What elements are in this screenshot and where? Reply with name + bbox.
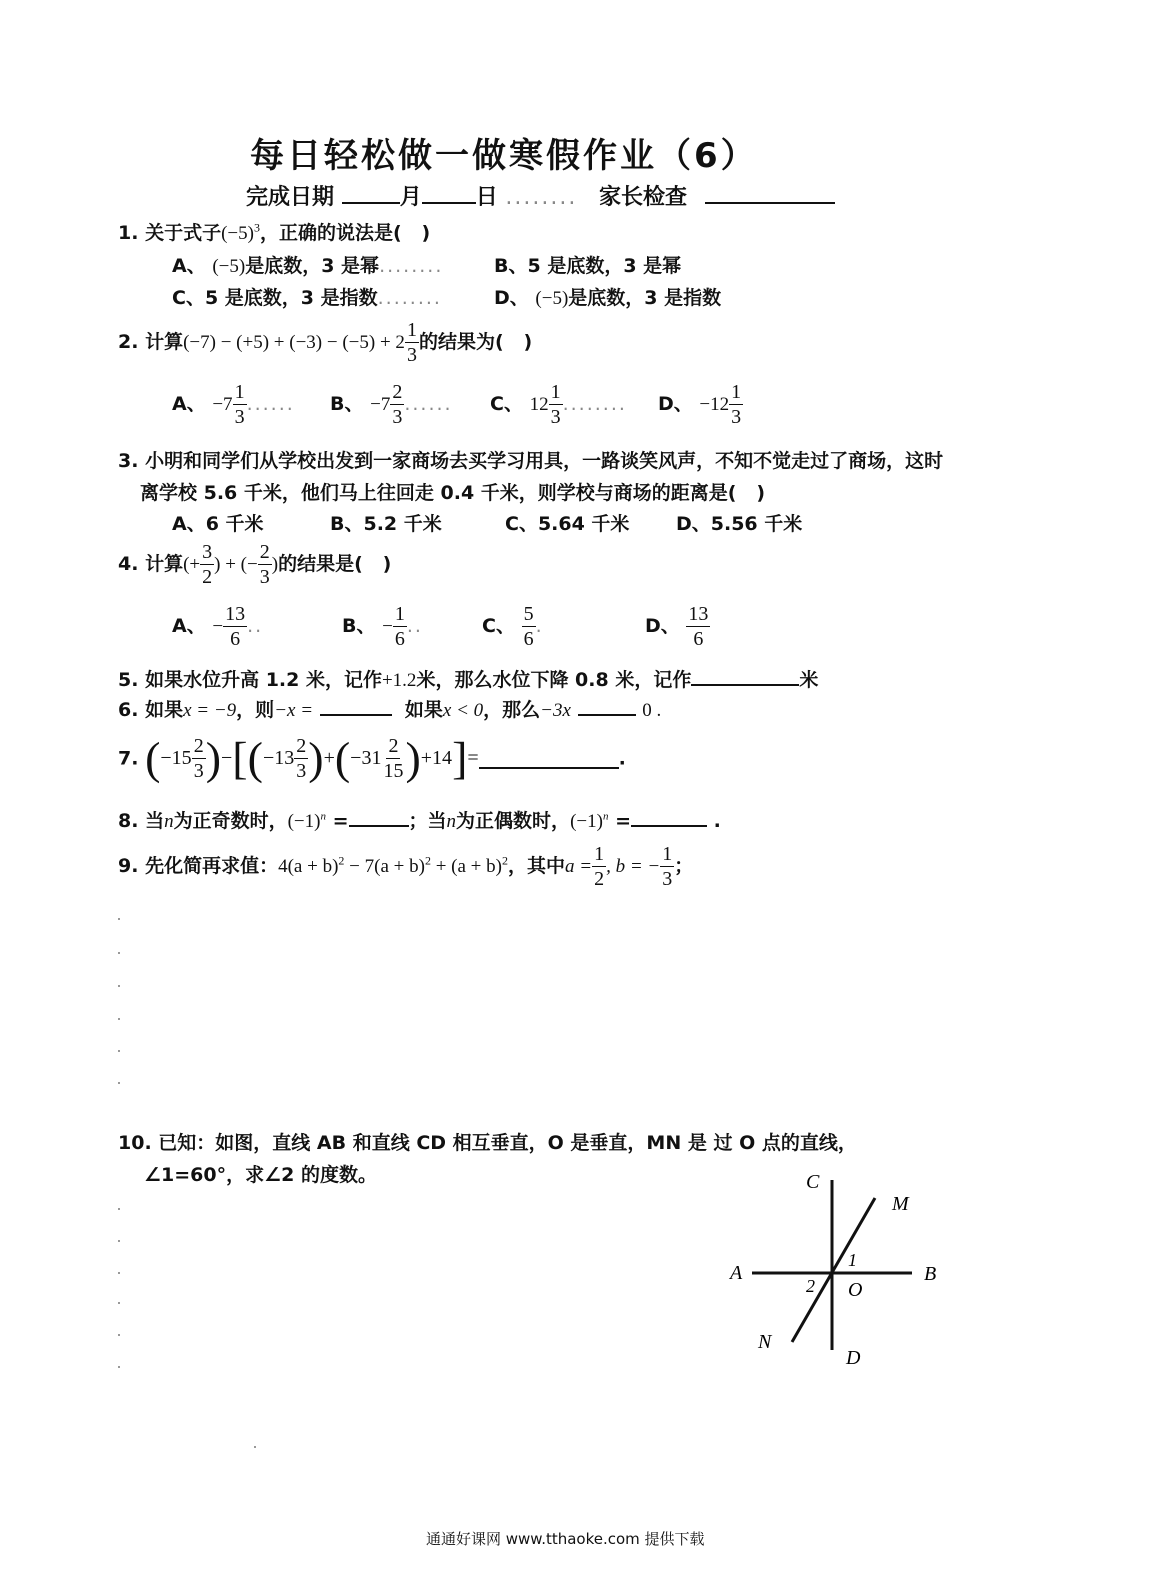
q4-option-b[interactable]: B、 − $\frac{1}{6}$ ..: [342, 603, 423, 650]
question-number: 3.: [118, 450, 139, 472]
footer-credit: 通通好课网 www.tthaoke.com 提供下载: [426, 1530, 705, 1548]
option-label: B、: [330, 393, 364, 415]
option-fraction: [393, 602, 407, 651]
q1-opt-d-text: 是底数，3 是指数: [568, 287, 722, 309]
option-label: C、: [482, 615, 515, 637]
option-fraction: [233, 380, 247, 429]
q1-opt-d-expr: (−5): [535, 288, 569, 309]
geometry-figure: [720, 1160, 960, 1380]
question-number: 9.: [118, 855, 139, 877]
question-number: 2.: [118, 331, 139, 353]
q9-expr-3: + (a + b): [430, 856, 502, 877]
label-d: D: [846, 1347, 861, 1369]
option-fraction: [549, 380, 563, 429]
q8-var: n: [164, 811, 174, 832]
q6-answer-blank-1[interactable]: [320, 696, 392, 716]
numerator: 2: [193, 735, 204, 757]
q4-paren-1: (+: [183, 554, 201, 575]
denominator: 3: [234, 406, 245, 428]
dots: ........: [505, 185, 578, 210]
question-number: 4.: [118, 553, 139, 575]
q6-text-c: 如果: [404, 699, 443, 721]
numerator: 1: [394, 603, 405, 625]
margin-dot: [118, 1208, 120, 1210]
q1-text-a: 关于式子: [145, 222, 222, 244]
q5-expr: +1.2: [381, 670, 417, 691]
option-label: C、: [490, 393, 523, 415]
denominator: 6: [394, 628, 405, 650]
option-label: A、: [172, 393, 206, 415]
numerator: 1: [594, 843, 605, 865]
numerator: 3: [202, 541, 213, 563]
q10-line-2: ∠1=60°，求∠2 的度数。: [144, 1164, 377, 1186]
q7-plus-14: +14: [420, 747, 453, 769]
q6-expr-1: x = −9: [183, 700, 237, 721]
q9-end: ；: [674, 855, 694, 877]
q1-expr: (−5): [221, 223, 254, 244]
whole: −7: [370, 394, 391, 415]
q8-text-a: 当: [145, 810, 165, 832]
q8-equals: =: [332, 810, 349, 832]
day-blank[interactable]: [422, 184, 476, 204]
option-label: A、: [172, 615, 206, 637]
q7-whole-3: −31: [350, 747, 382, 769]
bracket-close: ]: [452, 732, 468, 784]
margin-dot: [118, 1082, 120, 1084]
q3-line-2-wrap: [140, 478, 765, 505]
sign: −: [212, 616, 224, 637]
date-label: 完成日期: [246, 185, 335, 210]
label-a: A: [730, 1262, 743, 1284]
margin-dot: [118, 1302, 120, 1304]
question-number: 1.: [118, 222, 139, 244]
numerator: 2: [388, 735, 399, 757]
q8-equals-2: =: [615, 810, 631, 832]
q9-exp-3: 2: [501, 853, 508, 868]
q6-answer-blank-2[interactable]: [578, 696, 636, 716]
q7-whole-1: −15: [160, 747, 192, 769]
month-label: 月: [399, 185, 422, 210]
margin-dot: [118, 1366, 120, 1368]
question-5: [118, 665, 818, 692]
question-8: [118, 806, 721, 833]
paren-open: (: [247, 732, 263, 784]
margin-dot: [118, 1018, 120, 1020]
q8-answer-blank-1[interactable]: [349, 807, 409, 827]
question-number: 10.: [118, 1132, 152, 1154]
q9-a-fraction: [592, 842, 606, 891]
q6-text-e: 0 .: [642, 700, 662, 721]
q8-text-c: ；当: [408, 810, 447, 832]
q8-text-b: 为正奇数时，: [173, 810, 288, 832]
q7-equals: =: [467, 747, 479, 769]
option-fraction: [729, 380, 743, 429]
label-angle-1: 1: [848, 1250, 857, 1270]
paren-open: (: [145, 732, 161, 784]
q3-option-a[interactable]: A、6 千米: [172, 513, 264, 535]
question-9: [118, 842, 693, 891]
denominator: 3: [296, 760, 307, 782]
q9-b-eq: , b = −: [606, 856, 661, 877]
numerator: 1: [550, 381, 561, 403]
q7-answer-blank[interactable]: [479, 749, 619, 769]
q8-exponent: n: [320, 810, 326, 823]
margin-dot: [118, 1272, 120, 1274]
header-line: [246, 180, 835, 211]
q1-opt-c-text: C、5 是底数，3 是指数: [172, 287, 378, 309]
day-label: 日: [475, 185, 498, 210]
question-number: 5.: [118, 669, 139, 691]
paren-close: ): [308, 732, 324, 784]
q8-text-d: 为正偶数时，: [456, 810, 571, 832]
numerator: 2: [259, 541, 270, 563]
q6-expr-2: −x =: [274, 700, 314, 721]
q3-line-1: 小明和同学们从学校出发到一家商场去买学习用具，一路谈笑风声，不知不觉走过了商场，这时: [145, 450, 944, 472]
question-4: [118, 540, 391, 589]
option-fraction: [390, 380, 404, 429]
whole: −12: [699, 394, 730, 415]
margin-dot: [254, 1446, 256, 1448]
q4-text-a: 计算: [145, 553, 184, 575]
numerator: 1: [406, 319, 417, 341]
option-fraction: [686, 602, 710, 651]
q8-exponent-2: n: [602, 810, 609, 823]
q5-text-c: 米: [799, 669, 819, 691]
q1-text-b: ，正确的说法是(: [259, 222, 402, 244]
q2-text-c: ): [523, 331, 533, 353]
denominator: 3: [259, 566, 270, 588]
denominator: 3: [731, 406, 742, 428]
q1-text-c: ): [421, 222, 431, 244]
question-7: [118, 734, 626, 783]
option-label: D、: [645, 615, 680, 637]
question-3: [118, 446, 943, 473]
q2-fraction: [405, 318, 419, 367]
paren-close: ): [205, 732, 222, 784]
label-n: N: [758, 1331, 772, 1353]
q9-text-b: ，其中: [507, 855, 565, 877]
question-2: [118, 318, 532, 367]
denominator: 6: [693, 628, 704, 650]
q9-a-eq: a =: [564, 856, 593, 877]
q4-paren-3: ): [271, 554, 279, 575]
q3-line-2-end: ): [756, 482, 766, 504]
question-1: [118, 218, 430, 245]
q4-text-b: 的结果是(: [278, 553, 363, 575]
margin-dot: [118, 1240, 120, 1242]
q1-opt-a-expr: (−5): [212, 256, 246, 277]
numerator: 1: [234, 381, 245, 403]
q7-whole-2: −13: [262, 747, 295, 769]
q9-expr-1: 4(a + b): [278, 856, 339, 877]
denominator: 6: [230, 628, 241, 650]
denominator: 6: [523, 628, 534, 650]
option-label: B、: [342, 615, 376, 637]
q3-option-d[interactable]: D、5.56 千米: [676, 513, 803, 535]
label-angle-2: 2: [806, 1276, 815, 1296]
denominator: 3: [406, 344, 417, 366]
question-6: [118, 695, 661, 722]
q1-opt-a-text: 是底数，3 是幂: [245, 255, 380, 277]
numerator: 1: [662, 843, 673, 865]
q1-option-c[interactable]: C、5 是底数，3 是指数........: [172, 287, 442, 309]
q8-answer-blank-2[interactable]: [631, 807, 707, 827]
q2-option-c[interactable]: C、 12 $\frac{1}{3}$ ........: [490, 381, 627, 428]
q8-var-2: n: [446, 811, 457, 832]
bracket-open: [: [232, 732, 248, 784]
q2-text-b: 的结果为(: [418, 331, 504, 353]
option-label: A、: [172, 255, 206, 277]
q8-end: .: [713, 810, 721, 832]
q4-option-c[interactable]: C、 $\frac{5}{6}$ .: [482, 603, 544, 650]
numerator: 13: [688, 603, 709, 625]
label-o: O: [848, 1279, 863, 1301]
label-c: C: [806, 1171, 820, 1193]
q7-end: .: [618, 747, 626, 770]
q5-text-b: 米，那么水位下降 0.8 米，记作: [416, 669, 692, 691]
margin-dot: [118, 918, 120, 920]
whole: −7: [212, 394, 233, 415]
margin-dot: [118, 1334, 120, 1336]
q6-text-a: 如果: [145, 699, 184, 721]
q5-text-a: 如果水位升高 1.2 米，记作: [145, 669, 382, 691]
q4-paren-2: ) + (−: [214, 554, 258, 575]
denominator: 3: [550, 406, 561, 428]
q9-expr-2: − 7(a + b): [344, 856, 425, 877]
q7-fraction-3: [381, 734, 405, 783]
q7-fraction-1: [192, 734, 206, 783]
label-b: B: [924, 1263, 937, 1285]
paren-close: ): [405, 732, 421, 784]
q10-line-1: 已知：如图，直线 AB 和直线 CD 相互垂直，O 是垂直，MN 是 过 O 点的直线，: [158, 1132, 857, 1154]
q7-plus: +: [323, 747, 335, 769]
q1-exponent: 3: [253, 220, 260, 235]
q6-expr-4: −3x: [540, 700, 571, 721]
question-number: 8.: [118, 810, 139, 832]
month-blank[interactable]: [342, 184, 400, 204]
q9-text-a: 先化简再求值：: [145, 855, 279, 877]
q6-text-d: ，那么: [483, 699, 541, 721]
q6-expr-3: x < 0: [442, 700, 484, 721]
q4-option-d[interactable]: [645, 602, 710, 651]
margin-dot: [118, 952, 120, 954]
paren-open: (: [334, 732, 351, 784]
q1-option-b[interactable]: B、5 是底数，3 是幂: [494, 255, 682, 277]
denominator: 3: [193, 760, 204, 782]
q1-option-d[interactable]: [494, 283, 721, 310]
q3-option-b[interactable]: B、5.2 千米: [330, 513, 442, 535]
q2-option-d[interactable]: [658, 380, 743, 429]
q4-fraction-2: [258, 540, 272, 589]
label-m: M: [892, 1193, 909, 1215]
q9-exp-2: 2: [424, 853, 431, 868]
whole: 12: [529, 394, 549, 415]
option-label: D、: [494, 287, 529, 309]
numerator: 1: [731, 381, 742, 403]
q8-expr-2: (−1): [570, 811, 603, 832]
parent-check-blank[interactable]: [705, 184, 835, 204]
q8-expr: (−1): [287, 811, 321, 832]
q6-text-b: ，则: [236, 699, 275, 721]
q9-b-fraction: [660, 842, 674, 891]
q2-text-a: 计算: [145, 331, 184, 353]
question-number: 7.: [118, 747, 139, 770]
option-label: D、: [658, 393, 693, 415]
denominator: 3: [662, 868, 673, 890]
q4-text-c: ): [382, 553, 392, 575]
parent-check-label: 家长检查: [599, 185, 688, 210]
q2-expr: (−7) − (+5) + (−3) − (−5) + 2: [183, 332, 405, 353]
option-fraction: [223, 602, 247, 651]
margin-dot: [118, 985, 120, 987]
q3-line-2: 离学校 5.6 千米，他们马上往回走 0.4 千米，则学校与商场的距离是(: [140, 482, 737, 504]
q4-option-a[interactable]: A、 − $\frac{13}{6}$ ..: [172, 603, 264, 650]
question-10: [118, 1128, 857, 1155]
denominator: 15: [383, 760, 404, 782]
numerator: 2: [296, 735, 307, 757]
margin-dot: [118, 1050, 120, 1052]
question-number: 6.: [118, 699, 139, 721]
q7-fraction-2: [294, 734, 308, 783]
denominator: 2: [594, 868, 605, 890]
option-fraction: [522, 602, 536, 651]
numerator: 5: [523, 603, 534, 625]
q1-option-a[interactable]: A、 (−5)是底数，3 是幂........: [172, 255, 444, 277]
q7-minus: −: [221, 747, 233, 769]
sign: −: [382, 616, 393, 637]
numerator: 2: [392, 381, 403, 403]
q2-option-a[interactable]: A、 −7 $\frac{1}{3}$ ......: [172, 381, 295, 428]
q3-option-c[interactable]: C、5.64 千米: [505, 513, 630, 535]
denominator: 3: [392, 406, 403, 428]
q4-fraction-1: [200, 540, 214, 589]
denominator: 2: [202, 566, 213, 588]
q9-exp-1: 2: [338, 853, 345, 868]
numerator: 13: [225, 603, 246, 625]
q5-answer-blank[interactable]: [691, 666, 799, 686]
q2-option-b[interactable]: B、 −7 $\frac{2}{3}$ ......: [330, 381, 453, 428]
page-title: 每日轻松做一做寒假作业（6）: [250, 136, 758, 176]
